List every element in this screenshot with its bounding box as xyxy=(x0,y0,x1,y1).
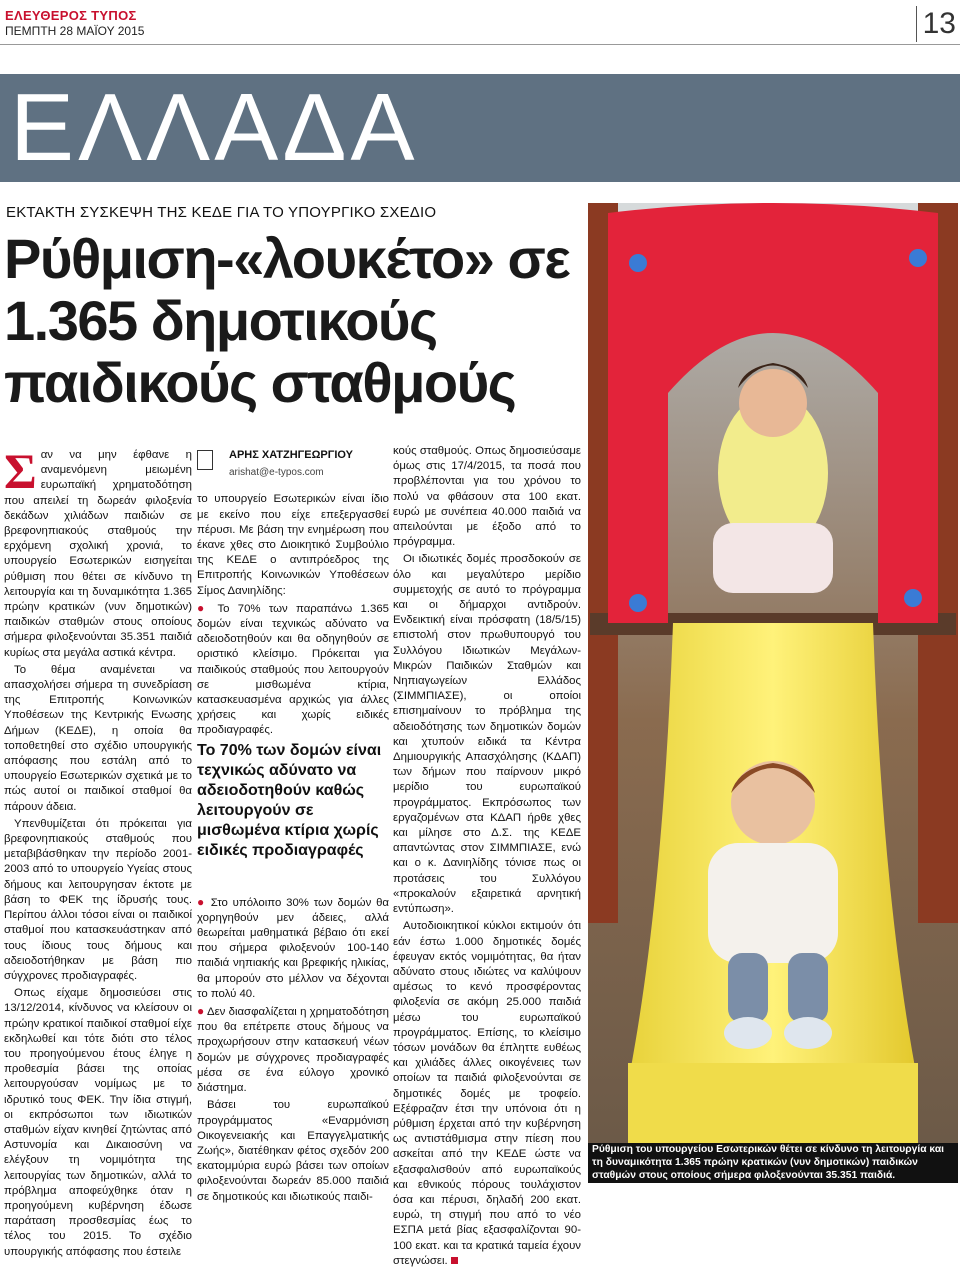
kicker: ΕΚΤΑΚΤΗ ΣΥΣΚΕΨΗ ΤΗΣ ΚΕΔΕ ΓΙΑ ΤΟ ΥΠΟΥΡΓΙΚΟ ΣΧΕΔΙΟ xyxy=(6,204,437,221)
paragraph: αν να μην έφθανε η αναμενόμενη μειωμένη ευρωπαϊκή χρηματοδότηση που απειλεί τη δωρεάν φιλοξενία δεκάδων χιλιάδων παιδιών σε βρεφονηπιακούς σταθμούς την ερχόμενη σχολική χρονιά, το υπουργείο Εσωτερικών εισηγείται ρύθμιση που θέτει σε κίνδυνο τη λειτουργία και τη δυναμικότητα 1.365 πρώην κρατικών (νυν δημοτικών) παιδικών σταθμών στους οποίους σήμερα φιλοξενούνται 35.351 παιδιά κυρίως στα μεγάλα αστικά κέντρα. xyxy=(4,449,192,659)
issue-date: ΠΕΜΠΤΗ 28 ΜΑΪΟΥ 2015 xyxy=(5,24,145,38)
header-rule xyxy=(0,44,960,45)
article-photo xyxy=(588,203,958,1143)
pull-quote: Το 70% των δομών είναι τεχνικώς αδύνατο να αδειοδοτηθούν καθώς λειτουργούν σε μισθωμένα κτίρια χωρίς ειδικές προδιαγραφές xyxy=(197,741,382,859)
bullet-text: Το 70% των παραπάνω 1.365 δομών είναι τεχνικώς αδύνατο να αδειοδοτηθούν και θα οδηγηθούν σε οριστικό κλείσιμο. Πρόκειται για παιδικούς σταθμούς που λειτουργούν σε μισθωμένα κτίρια, κατασκευασμένα αρχικώς για άλλες χρήσεις και χωρίς ειδικές προδιαγραφές. xyxy=(197,602,390,737)
section-title: ΕΛΛΑΔΑ xyxy=(10,74,419,181)
bullet-icon: ● xyxy=(197,1004,205,1019)
paragraph: κούς σταθμούς. Οπως δημοσιεύσαμε όμως στις 17/4/2015, τα ποσά που προβλέπονται για του χρόνου το πολύ να φθάσουν στα 100 εκατ. ευρώ με συνέπεια 40.000 παιδιά να απειλούνται με έξοδο από το πρόγραμμα. xyxy=(393,445,581,549)
bullet-text: Δεν διασφαλίζεται η χρηματοδότηση που θα επέτρεπε στους δήμους να προχωρήσουν στην κατασκευή νέων δομών με σύγχρονες προδιαγραφές μέσα σε ένα εύλογο χρονικό διάστημα. xyxy=(197,1006,389,1095)
paragraph: Βάσει του ευρωπαϊκού προγράμματος «Εναρμόνιση Οικογενειακής και Επαγγελματικής Ζωής», διατέθηκαν φέτος σχεδόν 200 εκατομμύρια ευρώ βάσει των οποίων φιλοξενούνται δωρεάν 85.000 παιδιά σε δημοτικούς και ιδιωτικούς παιδι- xyxy=(197,1099,389,1203)
newspaper-name: ΕΛΕΥΘΕΡΟΣ ΤΥΠΟΣ xyxy=(5,8,137,23)
paragraph: Οπως είχαμε δημοσιεύσει στις 13/12/2014, κίνδυνος να κλείσουν οι πρώην κρατικοί παιδικοί σταθμοί είχε εκδηλωθεί και τότε διότι στο τέλος του προηγούμενου έτους έληγε η προθεσμία βάσει της οποίας λειτουργούσαν νομίμως με το ιδρυτικό τους ΦΕΚ. Την ίδια στιγμή, οι εκπρόσωποι των ιδιωτικών σταθμών είχαν κινηθεί ζητώντας από Αστυνομία και Δικαιοσύνη να ελέγξουν τη νομιμότητα της λειτουργίας των δημοτικών, αλλά το πρόβλημα αποφεύχθηκε όταν η προηγούμενη κυβέρνηση έδωσε παράταση προσθεσμίας έως το τέλος του 2015. Το σχέδιο υπουργικής απόφασης που έστειλε xyxy=(4,987,192,1258)
playground-slide-photo xyxy=(588,203,958,1143)
article-column-1 xyxy=(4,443,192,1262)
bullet-icon: ● xyxy=(197,600,210,615)
paragraph: Υπενθυμίζεται ότι πρόκειται για βρεφονηπιακούς σταθμούς που μεταβιβάσθηκαν την περίοδο 2001-2003 από το υπουργείο Υγείας στους δήμους και λειτουργησαν έκτοτε με βάση το ΦΕΚ της ίδρυσής τους. Περίπου άλλοι τόσοι είναι οι παιδικοί σταθμοί που κατασκευάστηκαν από τους ίδιους τους δήμους και αδειοδοτήθηκαν με βάση πιο σύγχρονες προδιαγραφές. xyxy=(4,817,192,982)
bullet-text: Στο υπόλοιπο 30% των δομών θα χορηγηθούν μεν άδειες, αλλά θεωρείται μαθηματικά βέβαιο ότι εκεί που σήμερα φιλοξενούν 100-140 παιδιά νηπιακής και βρεφικής ηλικίας, θα μπορούν στο μέλλον να δέχονται το πολύ 40. xyxy=(197,896,389,1000)
page-number: 13 xyxy=(916,6,956,42)
article-column-2 xyxy=(197,448,389,1207)
byline xyxy=(197,448,389,480)
author-name: ΑΡΗΣ ΧΑΤΖΗΓΕΩΡΓΙΟΥ xyxy=(229,449,353,461)
end-mark-icon xyxy=(451,1257,458,1264)
masthead xyxy=(5,8,144,38)
document-icon xyxy=(197,450,213,470)
paragraph: Αυτοδιοικητικοί κύκλοι εκτιμούν ότι εάν έστω 1.000 δημοτικές δομές έφευγαν εκτός νομιμότητας, θα ήταν αδύνατο στους ιδιώτες να καλύψουν αμέσως το κενό προσφέροντας φιλοξενία σε ακόμη 25.000 παιδιά μέσω του ευρωπαϊκού προγράμματος. Επίσης, το κλείσιμο τόσων μονάδων θα έπληττε ευθέως και χιλιάδες άλλες οικογένειες των οποίων τα παιδιά φιλοξενούνται σε δημοτικές δομές με τροφείο. Εξέφραζαν έτσι την υπόνοια ότι η ρύθμιση έρχεται από την κυβέρνηση ως αντιστάθμισμα στην πίεση που ασκείται από την ΚΕΔΕ ώστε να εξασφαλισθούν από ευρωπαϊκούς και εθνικούς πόρους τουλάχιστον όσα και πέρυσι, δηλαδή 200 εκατ. ευρώ, τη στιγμή που από το νέο ΕΣΠΑ μετά βίας εξασφαλίζονται 90-100 εκατ. και τα κρατικά ταμεία έχουν στεγνώσει. xyxy=(393,920,581,1267)
author-email: arishat@e-typos.com xyxy=(229,467,324,479)
headline: Ρύθμιση-«λουκέτο» σε 1.365 δημοτικούς παιδικούς σταθμούς xyxy=(4,227,570,414)
drop-cap: Σ xyxy=(4,443,37,499)
paragraph: Οι ιδιωτικές δομές προσδοκούν σε όλο και μεγαλύτερο μερίδιο συμμετοχής σε αυτό το πρόγραμμα και οι δήμαρχοι αντιδρούν. Ενδεικτική είναι πρόσφατη (18/5/15) επιστολή στον πρωθυπουργό του Συλλόγου Ιδιωτικών Μεγάλων-Μικρών Παιδικών Σταθμών και Νηπιαγωγείων Ελλάδος (ΣΙΜΜΠΙΑΣΕ), οι οποίοι επισημαίνουν το πρόβλημα της αδειοδότησης των δημοτικών δομών και χτυπούν ειδικά τα Κέντρα Δημιουργικής Απασχόλησης (ΚΔΑΠ) των δήμων που παίρνουν μικρό μερίδιο του ευρωπαϊκού προγράμματος. Εκπρόσωπος των εργαζομένων στα ΚΔΑΠ ήρθε χθες και μίλησε στο Δ.Σ. της ΚΕΔΕ απαντώντας στον ΣΙΜΜΠΙΑΣΕ, ενώ και ο κ. Δανιηλίδης τόνισε πως οι προτάσεις του Συλλόγου «προκαλούν εξαιρετικά αρνητική εντύπωση». xyxy=(393,553,581,916)
article-column-3 xyxy=(393,444,581,1271)
paragraph: το υπουργείο Εσωτερικών είναι ίδιο με εκείνο που είχε επεξεργασθεί πέρυσι. Με βάση την ενημέρωση που έκανε χθες στο Διοικητικό Συμβούλιο της ΚΕΔΕ ο αντιπρόεδρος της Επιτροπής Κοινωνικών Υποθέσεων Σίμος Δανιηλίδης: xyxy=(197,493,389,597)
photo-caption: Ρύθμιση του υπουργείου Εσωτερικών θέτει σε κίνδυνο τη λειτουργία και τη δυναμικότητα 1.365 πρώην κρατικών (νυν δημοτικών) παιδικών σταθμών στους οποίους σήμερα φιλοξενούνται 35.351 παιδιά. xyxy=(588,1143,958,1183)
paragraph: Το θέμα αναμένεται να απασχολήσει σήμερα τη συνεδρίαση της Επιτροπής Κοινωνικών Υποθέσεων της Κεντρικής Ενωσης Δήμων (ΚΕΔΕ), η οποία θα τοποθετηθεί στο σχέδιο υπουργικής απόφασης που εστάλη από το υπουργείο Εσωτερικών σχετικά με το πώς αυτοί οι παιδικοί σταθμοί θα πάρουν άδεια. xyxy=(4,663,192,813)
bullet-icon: ● xyxy=(197,894,206,909)
